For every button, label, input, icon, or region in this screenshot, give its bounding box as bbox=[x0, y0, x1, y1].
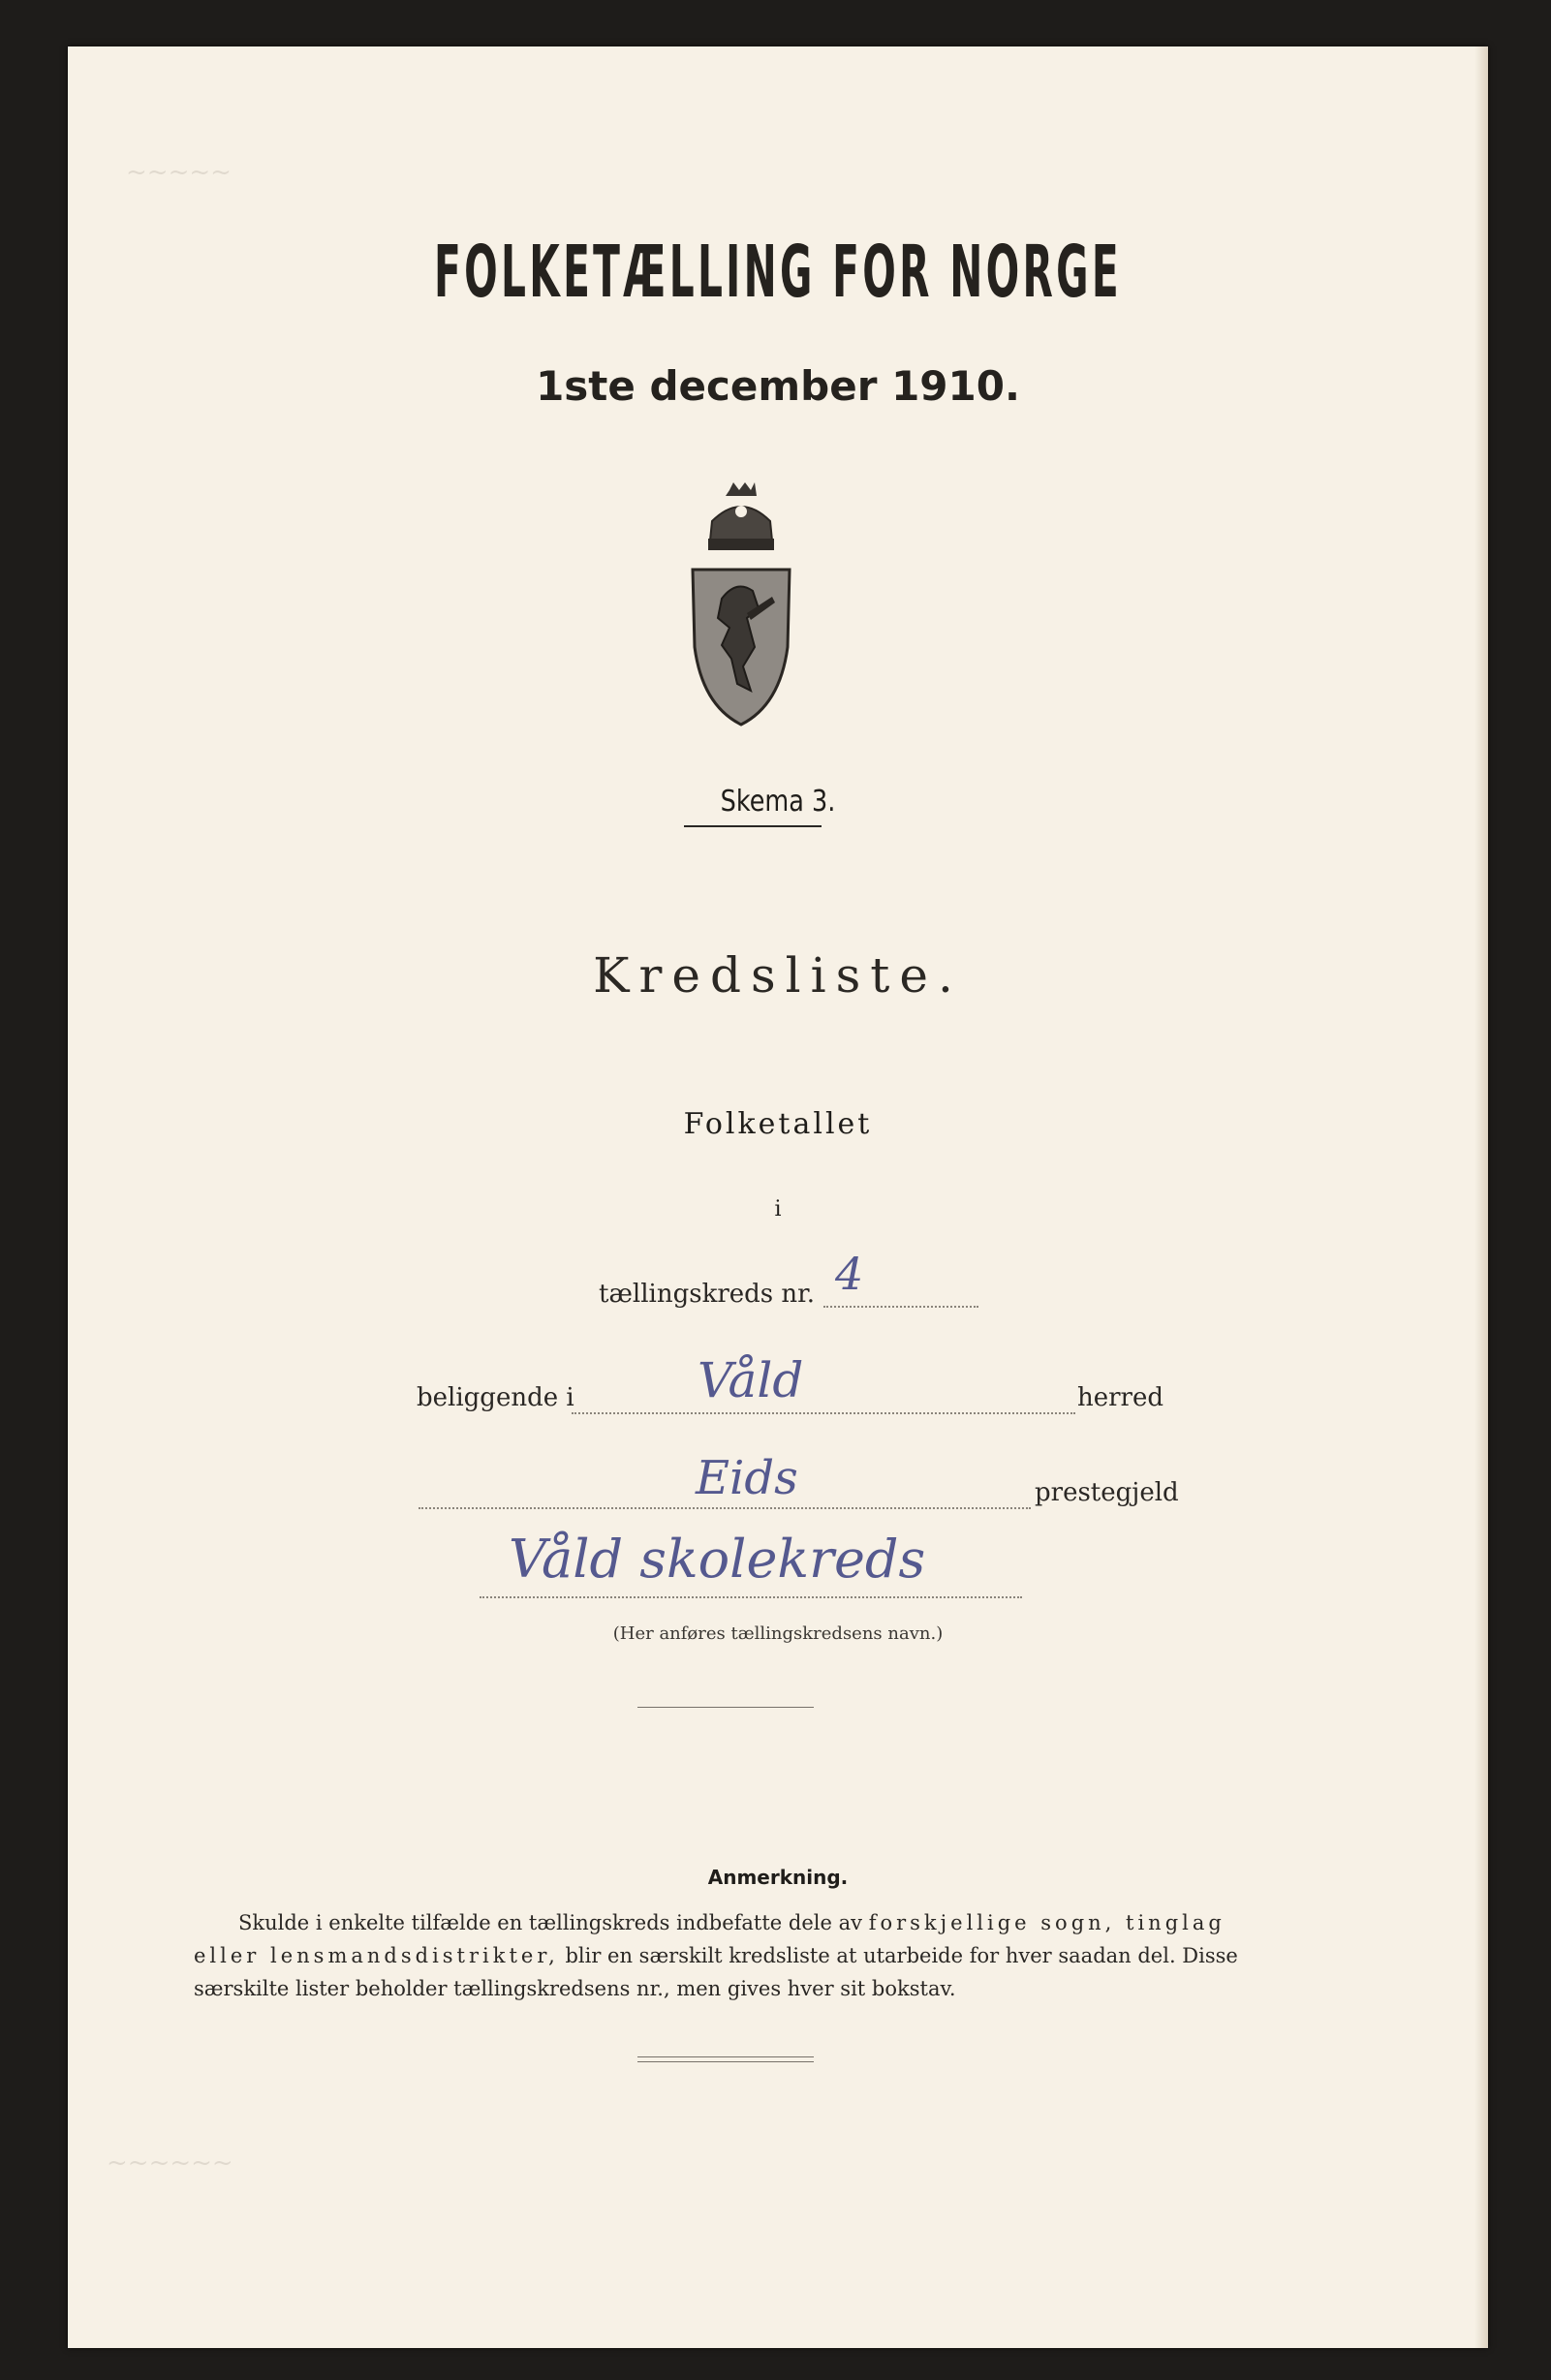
remark-line2-b: blir en særskilt kredsliste at utarbeide for hver saadan del. Disse bbox=[565, 1944, 1238, 1967]
subject-heading: Folketallet bbox=[683, 1107, 873, 1141]
bottom-rule-2 bbox=[637, 2061, 814, 2062]
municipality-suffix: herred bbox=[1077, 1383, 1164, 1412]
preposition-text: i bbox=[774, 1197, 782, 1221]
bleed-through-text: ~~~~~ bbox=[126, 158, 232, 187]
district-name-handwritten: Våld skolekreds bbox=[509, 1529, 926, 1590]
document-title: FOLKETÆLLING FOR NORGE bbox=[434, 231, 1122, 314]
parish-suffix: prestegjeld bbox=[1035, 1478, 1179, 1507]
coat-of-arms-icon bbox=[683, 482, 799, 734]
located-label: beliggende i bbox=[417, 1383, 574, 1412]
remark-text bbox=[194, 1906, 1337, 2005]
list-title: Kredsliste. bbox=[593, 947, 963, 1004]
district-name-note: (Her anføres tællingskredsens navn.) bbox=[612, 1623, 944, 1644]
district-number-line bbox=[823, 1306, 978, 1308]
census-form-page bbox=[68, 46, 1488, 2348]
remark-line2-a: eller lensmandsdistrikter, bbox=[194, 1944, 559, 1967]
remark-line1-b: forskjellige sogn, tinglag bbox=[868, 1911, 1225, 1934]
separator-rule bbox=[637, 1707, 814, 1708]
municipality-handwritten: Våld bbox=[698, 1352, 804, 1408]
district-name-line bbox=[480, 1596, 1022, 1598]
remark-line1-a: Skulde i enkelte tilfælde en tællingskreds indbefatte dele av bbox=[238, 1911, 862, 1934]
parish-handwritten: Eids bbox=[696, 1451, 798, 1505]
remark-title: Anmerkning. bbox=[707, 1866, 849, 1889]
remark-line3: særskilte lister beholder tællingskredsens nr., men gives hver sit bokstav. bbox=[194, 1977, 956, 2000]
municipality-line bbox=[572, 1412, 1075, 1414]
schema-underline bbox=[684, 825, 822, 827]
schema-number: Skema 3. bbox=[720, 785, 836, 819]
parish-line bbox=[419, 1507, 1031, 1509]
bleed-through-text: ~~~~~~ bbox=[107, 2148, 233, 2178]
bottom-rule-1 bbox=[637, 2056, 814, 2057]
district-number-handwritten: 4 bbox=[835, 1248, 864, 1300]
district-number-label: tællingskreds nr. bbox=[599, 1280, 815, 1309]
document-date: 1ste december 1910. bbox=[536, 362, 1020, 410]
